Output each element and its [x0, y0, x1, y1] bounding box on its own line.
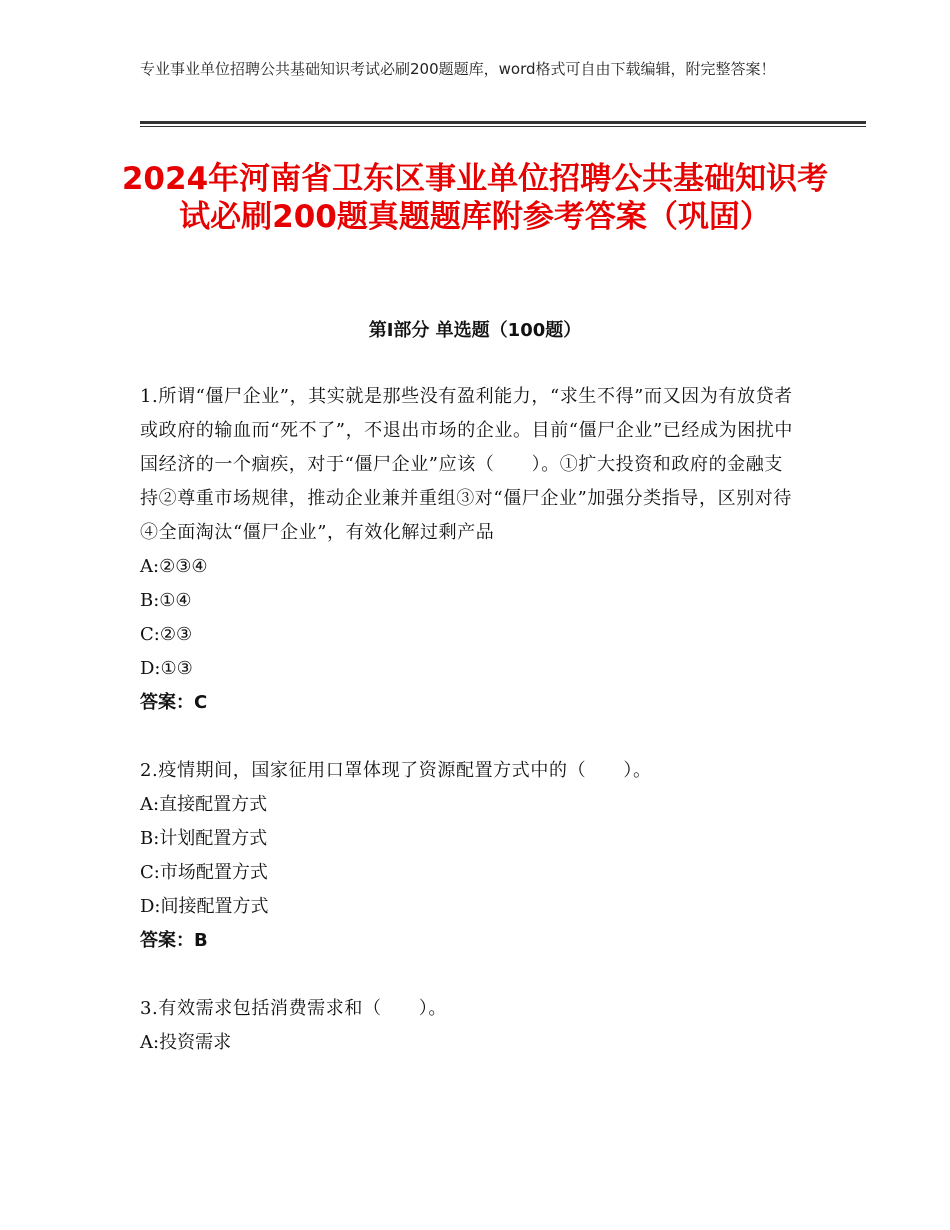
question-stem: 3.有效需求包括消费需求和（ ）。: [140, 998, 447, 1019]
document-title: 2024年河南省卫东区事业单位招聘公共基础知识考试必刷200题真题题库附参考答案（巩固）: [121, 161, 829, 235]
question-2: [140, 754, 800, 958]
question-3: [140, 992, 800, 1060]
question-1: [140, 380, 800, 720]
option-d: D:①③: [140, 658, 193, 679]
header-rule-thin: [140, 126, 866, 127]
option-a: A:投资需求: [140, 1032, 232, 1053]
option-c: C:②③: [140, 624, 193, 645]
header-note: 专业事业单位招聘公共基础知识考试必刷200题题库，word格式可自由下载编辑，附完整答案！: [140, 60, 776, 78]
option-b: B:计划配置方式: [140, 828, 268, 849]
header-rule-thick: [140, 121, 866, 124]
question-list: [140, 380, 800, 1094]
option-b: B:①④: [140, 590, 192, 611]
option-a: A:直接配置方式: [140, 794, 268, 815]
option-d: D:间接配置方式: [140, 896, 269, 917]
question-stem: 2.疫情期间，国家征用口罩体现了资源配置方式中的（ ）。: [140, 760, 652, 781]
question-stem: 1.所谓“僵尸企业”，其实就是那些没有盈利能力，“求生不得”而又因为有放贷者或政府的输血而“死不了”，不退出市场的企业。目前“僵尸企业”已经成为困扰中国经济的一个痼疾，对于“僵尸企业”应该（ ）。①扩大投资和政府的金融支持②尊重市场规律，推动企业兼并重组③对“僵尸企业”加强分类指导，区别对待④全面淘汰“僵尸企业”，有效化解过剩产品: [140, 386, 794, 543]
option-a: A:②③④: [140, 556, 208, 577]
option-c: C:市场配置方式: [140, 862, 268, 883]
answer: 答案：C: [140, 692, 208, 713]
answer: 答案：B: [140, 930, 208, 951]
section-heading: 第Ⅰ部分 单选题（100题）: [368, 320, 582, 341]
